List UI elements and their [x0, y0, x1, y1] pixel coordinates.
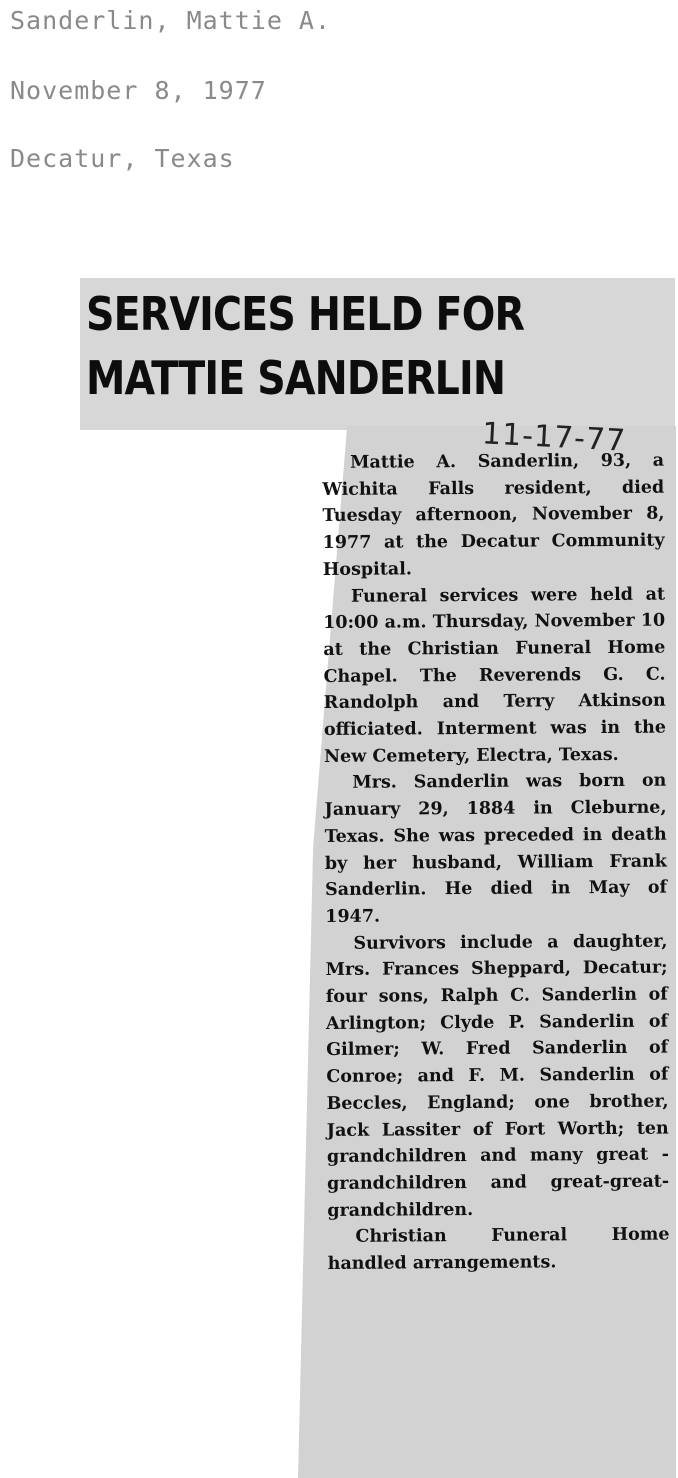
typed-name-line: Sanderlin, Mattie A.: [10, 6, 332, 35]
obituary-paragraph: Mattie A. Sanderlin, 93, a Wichita Falls resident, died Tuesday afternoon, November 8, 1977 at the Decatur Community Hospital.: [322, 450, 665, 580]
clipping-headline: [86, 282, 524, 410]
obituary-body: [322, 448, 670, 1278]
obituary-paragraph: Survivors include a daughter, Mrs. Frances Sheppard, Decatur; four sons, Ralph C. Sanderlin of Arlington; Clyde P. Sanderlin of Gilmer; W. Fred Sanderlin of Conroe; and F. M. Sanderlin of Beccles, England; one brother, Jack Lassiter of Fort Worth; ten grandchildren and many great - grandchildren and great-great-grandchildren.: [325, 931, 670, 1221]
obituary-paragraph: Funeral services were held at 10:00 a.m. Thursday, November 10 at the Christian Funeral Home Chapel. The Reverends G. C. Randolph and Terry Atkinson officiated. Interment was in the New Cemetery, Electra, Texas.: [323, 584, 667, 767]
obituary-paragraph: Christian Funeral Home handled arrangements.: [327, 1224, 670, 1275]
typed-place-line: Decatur, Texas: [10, 144, 235, 173]
headline-line-2: MATTIE SANDERLIN: [86, 351, 506, 405]
obituary-paragraph: Mrs. Sanderlin was born on January 29, 1884 in Cleburne, Texas. She was preceded in death by her husband, William Frank Sanderlin. He died in May of 1947.: [324, 771, 668, 927]
typed-date-line: November 8, 1977: [10, 76, 267, 105]
headline-line-1: SERVICES HELD FOR: [86, 287, 525, 341]
handwritten-date: 11-17-77: [481, 416, 627, 459]
